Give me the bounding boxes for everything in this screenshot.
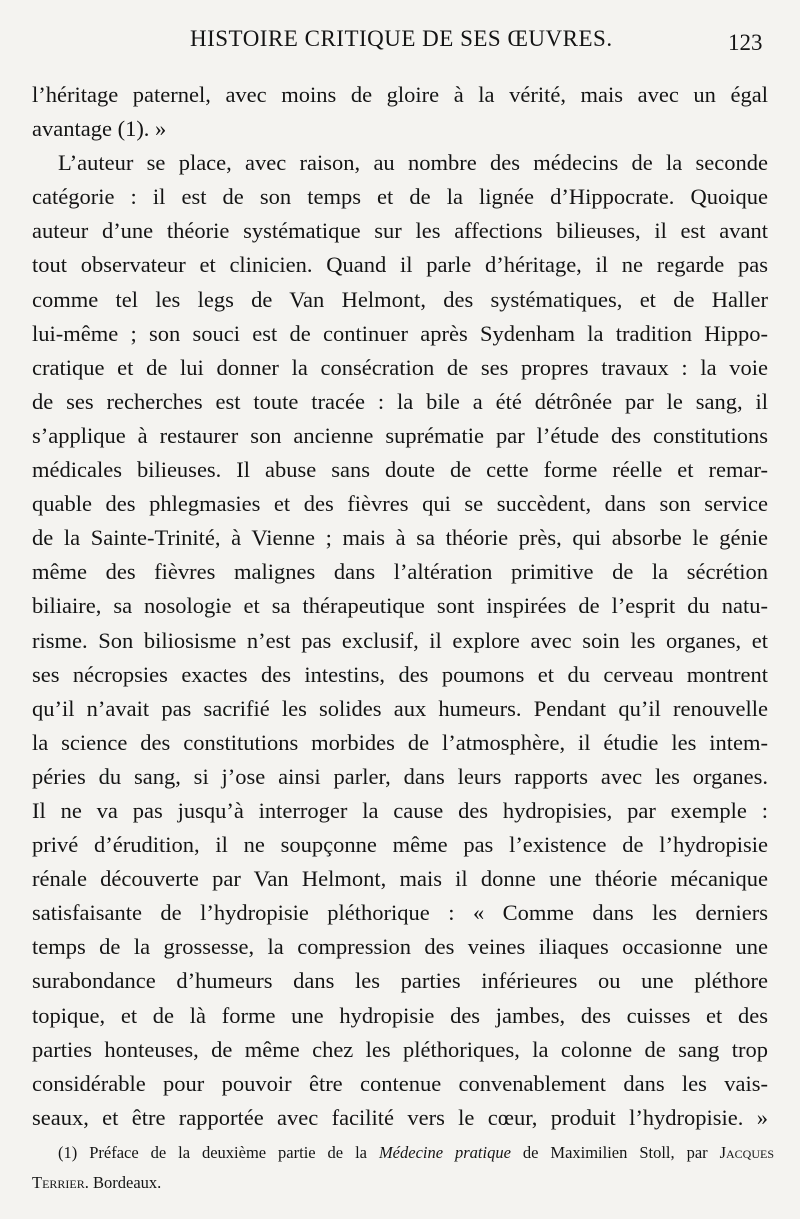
text-line: L’auteur se place, avec raison, au nombre des médecins de la seconde [58,150,768,176]
text-line: topique, et de là forme une hydropisie des jambes, des cuisses et des [32,1002,768,1028]
text-line: catégorie : il est de son temps et de la lignée d’Hippocrate. Quoique [32,184,768,210]
text-line: qu’il n’avait pas sacrifié les solides aux humeurs. Pendant qu’il renouvelle [32,695,768,721]
text-line: temps de la grossesse, la compression des veines iliaques occasionne une [32,934,768,960]
text-line: parties honteuses, de même chez les pléthoriques, la colonne de sang trop [32,1036,768,1062]
text-line: même des fièvres malignes dans l’altération primitive de la sécrétion [32,559,768,585]
text-line: risme. Son biliosisme n’est pas exclusif, il explore avec soin les organes, et [32,627,768,653]
text-line: péries du sang, si j’ose ainsi parler, dans leurs rapports avec les organes. [32,763,768,789]
text-line: comme tel les legs de Van Helmont, des systématiques, et de Haller [32,286,768,312]
text-line: seaux, et être rapportée avec facilité vers le cœur, produit l’hydropisie. » [32,1104,768,1130]
footnote [32,1138,774,1198]
text-line: auteur d’une théorie systématique sur les affections bilieuses, il est avant [32,218,768,244]
text-line: rénale découverte par Van Helmont, mais il donne une théorie mécanique [32,866,768,892]
running-title: HISTOIRE CRITIQUE DE SES ŒUVRES. [190,26,613,51]
footnote-cited-title: Médecine pratique [378,1143,511,1162]
page-number: 123 [728,30,763,55]
text-line: de la Sainte-Trinité, à Vienne ; mais à sa théorie près, qui absorbe le génie [32,525,768,551]
text-line: ses nécropsies exactes des intestins, des poumons et du cerveau montrent [32,661,768,687]
text-line: satisfaisante de l’hydropisie pléthorique : « Comme dans les derniers [32,900,768,926]
footnote-line [32,1138,774,1168]
footnote-text: Préface de la deuxième partie de la [89,1143,367,1162]
footnote-marker: (1) [58,1143,78,1162]
text-line: lui-même ; son souci est de continuer après Sydenham la tradition Hippo- [32,320,768,346]
text-line: Il ne va pas jusqu’à interroger la cause des hydropisies, par exemple : [32,797,768,823]
footnote-text: de Maximilien Stoll, par [522,1143,708,1162]
running-head [0,22,800,62]
text-line: surabondance d’humeurs dans les parties inférieures ou une pléthore [32,968,768,994]
footnote-line [32,1168,774,1198]
footnote-place: . Bordeaux. [84,1173,162,1192]
text-line: cratique et de lui donner la consécration de ses propres travaux : la voie [32,354,768,380]
text-line: quable des phlegmasies et des fièvres qui se succèdent, dans son service [32,491,768,517]
text-line: avantage (1). » [32,116,167,142]
text-line: tout observateur et clinicien. Quand il parle d’héritage, il ne regarde pas [32,252,768,278]
text-line: l’héritage paternel, avec moins de gloire à la vérité, mais avec un égal [32,82,768,107]
text-line: la science des constitutions morbides de l’atmosphère, il étudie les intem- [32,729,768,755]
text-line: considérable pour pouvoir être contenue convenablement dans les vais- [32,1070,768,1096]
body-text [32,78,768,1135]
footnote-author-first: Jacques [719,1143,775,1162]
text-line: privé d’érudition, il ne soupçonne même pas l’existence de l’hydropisie [32,832,768,858]
text-line: s’applique à restaurer son ancienne suprématie par l’étude des constitutions [32,422,768,448]
text-line: de ses recherches est toute tracée : la bile a été détrônée par le sang, il [32,388,768,414]
footnote-author-last: Terrier [32,1173,85,1192]
text-line: biliaire, sa nosologie et sa thérapeutique sont inspirées de l’esprit du natu- [32,593,768,619]
text-line: médicales bilieuses. Il abuse sans doute de cette forme réelle et remar- [32,457,768,483]
